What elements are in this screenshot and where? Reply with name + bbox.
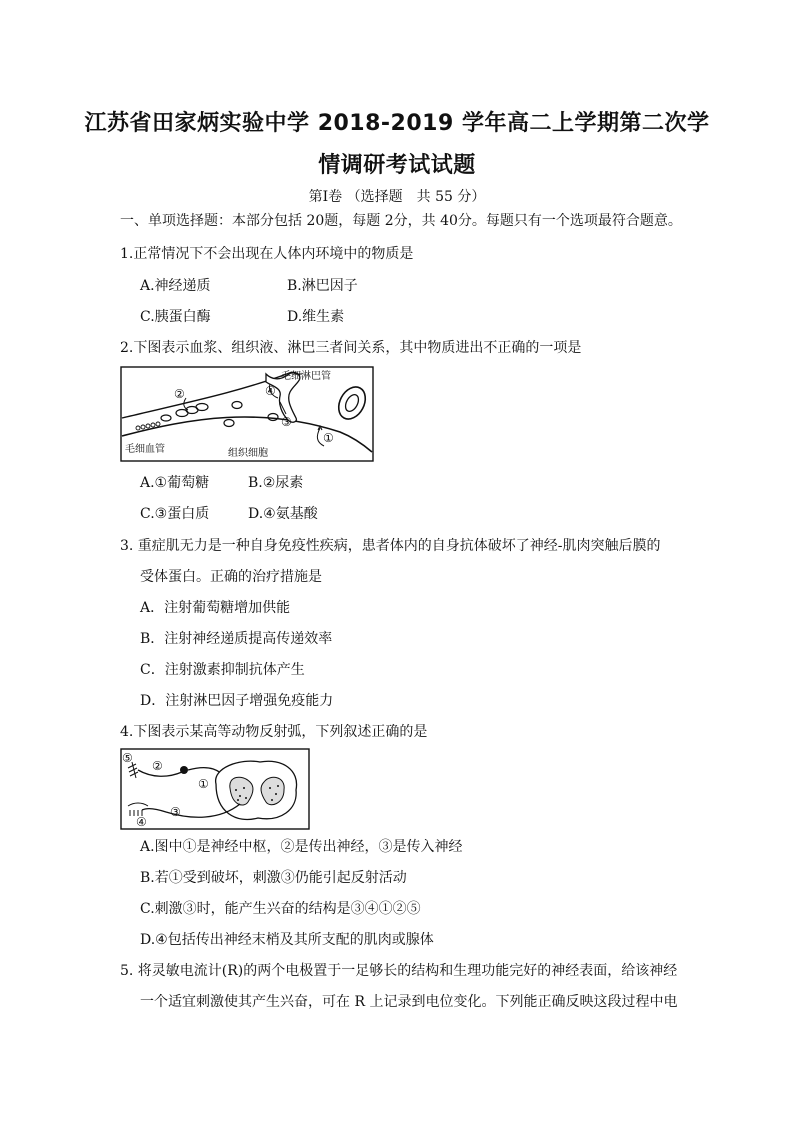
q2-marker-2: ②: [174, 387, 185, 401]
q3-option-a: A．注射葡萄糖增加供能: [140, 600, 291, 616]
q2-marker-3: ③: [281, 415, 292, 429]
q4-marker-4: ④: [136, 815, 147, 829]
q2-label-cell: 组织细胞: [228, 448, 268, 459]
q4-option-b: B.若①受到破坏，刺激③仍能引起反射活动: [140, 870, 407, 886]
q2-stem: 2.下图表示血浆、组织液、淋巴三者间关系，其中物质进出不正确的一项是: [120, 340, 582, 356]
q2-label-capillary: 毛细血管: [125, 444, 165, 455]
title-line-1: 江苏省田家炳实验中学 2018-2019 学年高二上学期第二次学: [84, 111, 710, 136]
part-instructions: 一、单项选择题：本部分包括 20题，每题 2分，共 40分。每题只有一个选项最符合题意。: [120, 213, 682, 229]
q3-option-d: D．注射淋巴因子增强免疫能力: [140, 693, 334, 709]
q1-stem: 1.正常情况下不会出现在人体内环境中的物质是: [120, 246, 414, 262]
q5-stem-line-2: 一个适宜刺激使其产生兴奋，可在 R 上记录到电位变化。下列能正确反映这段过程中电: [140, 994, 678, 1010]
section-header: 第Ⅰ卷 （选择题 共 55 分）: [308, 189, 486, 205]
q3-option-c: C．注射激素抑制抗体产生: [140, 662, 305, 678]
q2-figure: [120, 366, 374, 462]
q4-marker-3: ③: [170, 805, 181, 819]
q3-stem-line-1: 3. 重症肌无力是一种自身免疫性疾病，患者体内的自身抗体破坏了神经-肌肉突触后膜的: [120, 538, 661, 554]
q1-option-c: C.胰蛋白酶: [140, 309, 211, 325]
q5-stem-line-1: 5. 将灵敏电流计(R)的两个电极置于一足够长的结构和生理功能完好的神经表面，给该神经: [120, 963, 678, 979]
q2-label-lymph: 毛细淋巴管: [281, 371, 331, 382]
q1-option-d: D.维生素: [287, 309, 345, 325]
title-line-2: 情调研考试试题: [318, 153, 476, 178]
q4-marker-2: ②: [152, 759, 163, 773]
q1-option-b: B.淋巴因子: [287, 278, 358, 294]
q4-figure: [120, 748, 310, 830]
q4-option-d: D.④包括传出神经末梢及其所支配的肌肉或腺体: [140, 932, 434, 948]
q3-stem-line-2: 受体蛋白。正确的治疗措施是: [140, 569, 322, 585]
q2-option-c: C.③蛋白质: [140, 506, 210, 522]
q2-marker-1: ①: [323, 431, 334, 445]
q4-marker-1: ①: [198, 777, 209, 791]
q4-option-c: C.刺激③时，能产生兴奋的结构是③④①②⑤: [140, 901, 421, 917]
q4-stem: 4.下图表示某高等动物反射弧，下列叙述正确的是: [120, 724, 428, 740]
q4-option-a: A.图中①是神经中枢，②是传出神经，③是传入神经: [140, 839, 463, 855]
q2-option-b: B.②尿素: [248, 475, 304, 491]
q4-marker-5: ⑤: [122, 751, 133, 765]
q3-option-b: B．注射神经递质提高传递效率: [140, 631, 333, 647]
q2-option-a: A.①葡萄糖: [140, 475, 210, 491]
q1-option-a: A.神经递质: [140, 278, 211, 294]
q2-option-d: D.④氨基酸: [248, 506, 318, 522]
q2-marker-4: ④: [265, 384, 276, 398]
